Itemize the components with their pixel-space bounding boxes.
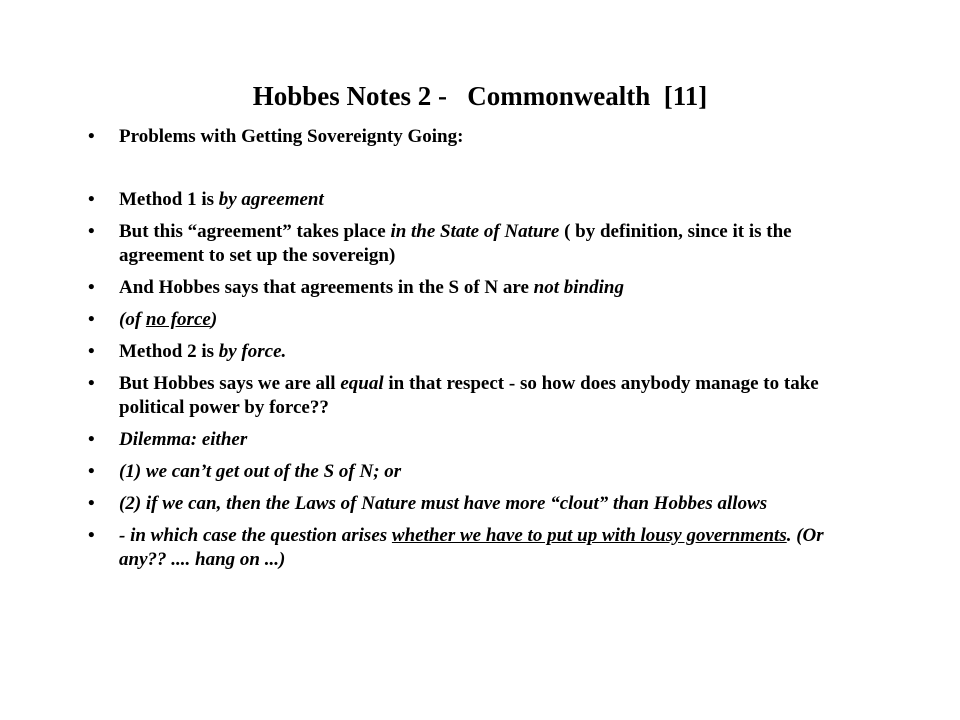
bullet-icon: • bbox=[88, 277, 95, 298]
bullet-text-italic: by force. bbox=[218, 341, 287, 362]
bullet-item bbox=[88, 524, 856, 572]
bullet-icon: • bbox=[88, 461, 95, 482]
bullet-text-italic: (1) we can’t get out of the S of N; or bbox=[119, 461, 402, 482]
bullet-icon: • bbox=[88, 221, 95, 242]
bullet-item bbox=[88, 188, 856, 212]
bullet-item bbox=[88, 125, 856, 149]
bullet-text-underlined: no force bbox=[145, 309, 211, 330]
bullet-text-italic: ) bbox=[210, 309, 218, 330]
bullet-text: ( by definition, since it is the agreement to set up the sovereign) bbox=[119, 221, 792, 266]
bullet-text-italic: . (Or any?? .... hang on ...) bbox=[119, 525, 824, 570]
bullet-text-italic: equal bbox=[340, 373, 384, 394]
bullet-icon: • bbox=[88, 525, 95, 546]
bullet-item bbox=[88, 428, 856, 452]
bullet-text: But this “agreement” takes place bbox=[119, 221, 391, 242]
bullet-item bbox=[88, 372, 856, 420]
bullet-text-italic: in the State of Nature bbox=[390, 221, 560, 242]
bullet-icon: • bbox=[88, 126, 95, 147]
bullet-item bbox=[88, 340, 856, 364]
bullet-item bbox=[88, 276, 856, 300]
bullet-item bbox=[88, 308, 856, 332]
bullet-text-italic: (2) if we can, then the Laws of Nature must have more “clout” than Hobbes allows bbox=[119, 493, 768, 514]
bullet-text-italic: (of bbox=[119, 309, 146, 330]
bullet-text: And Hobbes says that agreements in the S of N are bbox=[119, 277, 534, 298]
bullet-text: Method 1 is bbox=[119, 189, 219, 210]
bullet-item bbox=[88, 220, 856, 268]
bullet-text-italic: - in which case the question arises bbox=[119, 525, 392, 546]
bullet-icon: • bbox=[88, 493, 95, 514]
bullet-icon: • bbox=[88, 189, 95, 210]
bullet-icon: • bbox=[88, 429, 95, 450]
bullet-text-underlined: whether we have to put up with lousy governments bbox=[391, 525, 787, 546]
bullet-text: Method 2 is bbox=[119, 341, 219, 362]
bullet-icon: • bbox=[88, 373, 95, 394]
bullet-icon: • bbox=[88, 341, 95, 362]
bullet-item bbox=[88, 492, 856, 516]
bullet-list bbox=[88, 125, 856, 580]
bullet-text-italic: not binding bbox=[533, 277, 624, 298]
bullet-icon: • bbox=[88, 309, 95, 330]
bullet-text: Problems with Getting Sovereignty Going: bbox=[119, 126, 464, 147]
bullet-text-italic: Dilemma: either bbox=[119, 429, 248, 450]
bullet-text-italic: by agreement bbox=[218, 189, 324, 210]
bullet-text: in that respect - so how does anybody manage to take political power by force?? bbox=[119, 373, 819, 418]
bullet-text: But Hobbes says we are all bbox=[119, 373, 341, 394]
bullet-item bbox=[88, 460, 856, 484]
slide-title: Hobbes Notes 2 - Commonwealth [11] bbox=[252, 81, 708, 111]
